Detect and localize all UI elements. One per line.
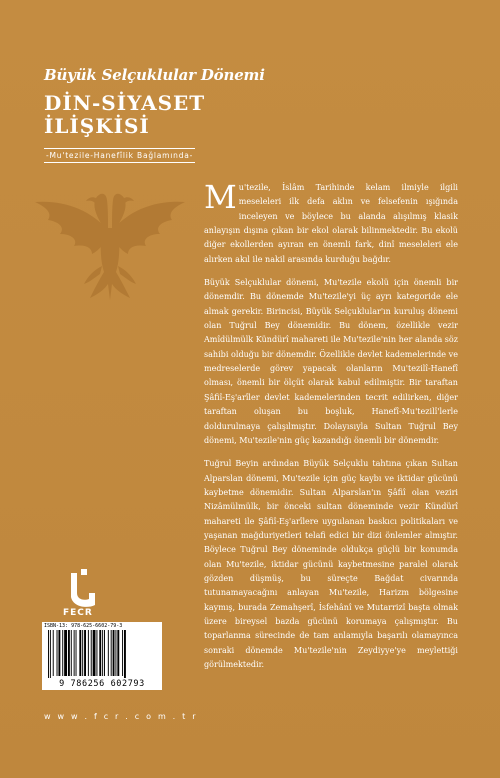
title-line-2: İLİŞKİSİ [44, 114, 150, 138]
series-title: Büyük Selçuklular Dönemi [44, 66, 265, 84]
double-headed-eagle-icon [30, 170, 190, 305]
barcode-bar [104, 630, 105, 676]
barcode-bar [53, 630, 54, 676]
barcode-bar [96, 630, 97, 676]
barcode-bar [71, 630, 72, 676]
title-line-1: DİN-SİYASET [44, 91, 206, 115]
barcode-bar [115, 630, 116, 676]
paragraph-2: Büyük Selçuklular dönemi, Mu'tezile ekolü için önemli bir dönemdir. Bu dönemde Mu'tezile'yi üç ayrı kategoride ele almak gerekir. Birincisi, Büyük Selçuklular'ın kuruluş dönemi olan Tuğrul Bey dönemidir. Bu dönem, özellikle vezir Amîdülmülk Kündürî mahareti ile Mu'tezile'nin her alanda söz sahibi olduğu bir dönemdir. Özellikle devlet kademelerinde ve medreselerde görev yapacak olanların Mu'tezilî-Hanefî olması, önemli bir ölçüt olarak kabul edilmiştir. Bir taraftan Şâfiî-Eş'arîler devlet kademelerinden tecrit edilirken, diğer taraftan oluşan bu boşluk, Hanefî-Mu'tezilî'lerle doldurulmaya çalışılmıştır. Dolayısıyla Sultan Tuğrul Bey dönemi, Mu'tezile'nin güç kazandığı önemli bir dönemdir. [204, 278, 459, 445]
paragraph-1-text: u'tezile, İslâm Tarihinde kelam ilmiyle ilgili meseleleri ilk defa aklın ve felsefenin ışığında inceleyen ve böylece bu alanda alışılmış klasik anlayışın dışına çıkan bir ekol olarak bilinmektedir. Bu ekolü diğer ekollerden ayıran en önemli fark, dinî meseleleri ele alırken akıl ile nakil arasında kurduğu bağdır. [204, 183, 458, 264]
subtitle: -Mu'tezile-Hanefîlik Bağlamında- [44, 148, 195, 163]
paragraph-3: Tuğrul Beyin ardından Büyük Selçuklu tahtına çıkan Sultan Alparslan dönemi, Mu'tezile için güç kaybı ve iktidar gücünü kaybetme dönemidir. Sultan Alparslan'ın Şâfiî olan veziri Nizâmülmülk, bir önceki sultan döneminde vezir Kündürî mahareti ile Şâfiî-Eş'arîlere uygulanan baskıcı politikaları ve yaşanan mağduriyetleri telafi edici bir dizi önlemler almıştır. Böylece Tuğrul Bey döneminde oldukça güçlü bir konumda olan Mu'tezile, iktidar gücünü kaybetmesine paralel olarak gözden düşmüş, bu süreçte Bağdat civarında tutunamayacağını anlayan Mu'tezile, Harizm bölgesine kaymış, burada Zemahşerî, İsfehânî ve Mutarrizî başta olmak üzere bireysel bazda gücünü korumaya çalışmıştır. Bu toparlanma sürecinde de tam anlamıyla başarılı olamayınca sonraki dönemde Mu'tezile'nin Zeydiyye'ye meylettiği görülmektedir. [204, 459, 458, 669]
barcode-bar [62, 630, 63, 676]
barcode-bar [108, 630, 109, 676]
barcode-bars [46, 630, 158, 678]
publisher-name: FECR [63, 608, 93, 618]
barcode-bar [99, 630, 101, 676]
barcode-bar [79, 630, 81, 676]
barcode-bar [57, 630, 58, 676]
book-title [44, 92, 205, 138]
paragraph-1 [204, 178, 458, 267]
barcode-bar [111, 630, 112, 676]
website-url: w w w . f c r . c o m . t r [44, 712, 198, 721]
barcode-bar [76, 630, 77, 676]
barcode-bar [74, 630, 75, 676]
barcode-bar [84, 630, 86, 676]
barcode [42, 622, 162, 690]
barcode-bar [93, 630, 96, 676]
barcode-bar [64, 630, 67, 676]
barcode-bar [113, 630, 115, 676]
barcode-bar [102, 630, 103, 676]
barcode-bar [122, 630, 123, 676]
barcode-bar [88, 630, 89, 676]
barcode-bar [50, 630, 51, 678]
barcode-bar [68, 630, 70, 676]
drop-cap: M [204, 178, 237, 216]
barcode-bar [91, 630, 92, 676]
barcode-number: 9 786256 602793 [59, 679, 145, 689]
barcode-bar [124, 630, 126, 678]
barcode-bar [48, 630, 49, 678]
barcode-bar [58, 630, 60, 676]
back-cover-text [204, 178, 459, 681]
barcode-bar [117, 630, 119, 676]
isbn-label: ISBN-13: 978-625-6602-79-3 [44, 623, 123, 629]
barcode-bar [82, 630, 83, 676]
